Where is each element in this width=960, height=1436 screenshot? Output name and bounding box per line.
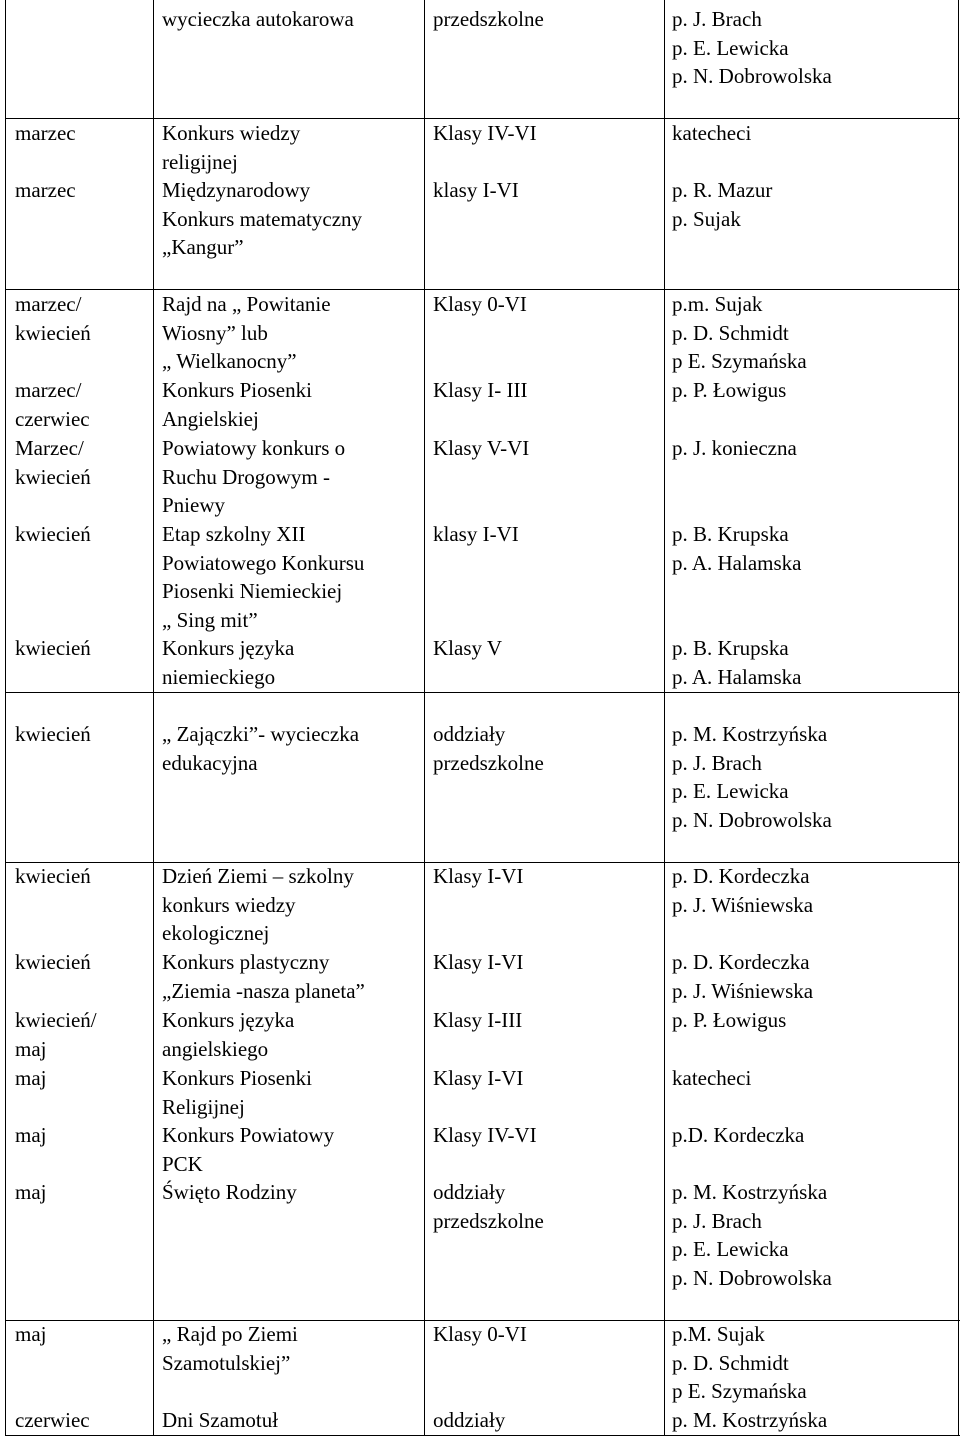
event-cell: Konkurs Powiatowy PCK [162,1123,335,1176]
classes-cell: Klasy I-VI [433,864,524,888]
event-cell: Konkurs wiedzy religijnej [162,121,301,174]
persons-cell: p. D. Kordeczka p. J. Wiśniewska [672,950,814,1003]
event-cell: wycieczka autokarowa [162,7,354,31]
month-cell: marzec [15,178,76,202]
classes-cell: oddziały [433,1408,506,1432]
classes-cell: Klasy I-VI [433,950,524,974]
event-cell: Dzień Ziemi – szkolny konkurs wiedzy ekologicznej [162,864,354,945]
persons-cell: p. M. Kostrzyńska [672,1408,828,1432]
classes-cell: przedszkolne [433,7,544,31]
persons-cell: p. M. Kostrzyńska p. J. Brach p. E. Lewicka p. N. Dobrowolska [672,1180,832,1290]
month-cell: kwiecień/ maj [15,1008,97,1061]
persons-cell: p.m. Sujak p. D. Schmidt p E. Szymańska [672,292,807,373]
classes-cell: klasy I-VI [433,178,519,202]
month-cell: kwiecień [15,950,91,974]
classes-cell: Klasy 0-VI [433,292,527,316]
event-cell: Dni Szamotuł [162,1408,279,1432]
persons-cell: p.D. Kordeczka [672,1123,805,1147]
column-divider [5,0,6,1436]
persons-cell: p. J. konieczna [672,436,797,460]
month-cell: czerwiec [15,1408,90,1432]
persons-cell: p.M. Sujak p. D. Schmidt p E. Szymańska [672,1322,807,1403]
classes-cell: Klasy IV-VI [433,1123,537,1147]
event-cell: „ Rajd po Ziemi Szamotulskiej” [162,1322,298,1375]
classes-cell: Klasy 0-VI [433,1322,527,1346]
classes-cell: oddziały przedszkolne [433,722,544,775]
persons-cell: p. R. Mazur p. Sujak [672,178,773,231]
month-cell: maj [15,1180,47,1204]
persons-cell: p. P. Łowigus [672,1008,787,1032]
classes-cell: Klasy I- III [433,378,528,402]
month-cell: marzec/ kwiecień [15,292,91,345]
event-cell: „ Zajączki”- wycieczka edukacyjna [162,722,360,775]
column-divider [958,0,959,1436]
persons-cell: p. M. Kostrzyńska p. J. Brach p. E. Lewicka p. N. Dobrowolska [672,722,832,832]
month-cell: marzec/ czerwiec [15,378,90,431]
event-cell: Konkurs języka niemieckiego [162,636,295,689]
persons-cell: p. J. Brach p. E. Lewicka p. N. Dobrowolska [672,7,832,88]
event-cell: Powiatowy konkurs o Ruchu Drogowym - Pniewy [162,436,346,517]
month-cell: kwiecień [15,522,91,546]
event-cell: Konkurs języka angielskiego [162,1008,295,1061]
month-cell: maj [15,1322,47,1346]
classes-cell: klasy I-VI [433,522,519,546]
classes-cell: Klasy I-VI [433,1066,524,1090]
event-cell: Konkurs Piosenki Angielskiej [162,378,312,431]
month-cell: marzec [15,121,76,145]
month-cell: kwiecień [15,722,91,746]
event-cell: Konkurs plastyczny „Ziemia -nasza planeta” [162,950,365,1003]
month-cell: maj [15,1123,47,1147]
column-divider [153,0,154,1436]
month-cell: maj [15,1066,47,1090]
event-cell: Etap szkolny XII Powiatowego Konkursu Piosenki Niemieckiej „ Sing mit” [162,522,365,632]
classes-cell: oddziały przedszkolne [433,1180,544,1233]
month-cell: kwiecień [15,636,91,660]
month-cell: kwiecień [15,864,91,888]
event-cell: Konkurs Piosenki Religijnej [162,1066,312,1119]
persons-cell: p. B. Krupska p. A. Halamska [672,522,802,575]
classes-cell: Klasy V [433,636,503,660]
persons-cell: katecheci [672,1066,752,1090]
column-divider [664,0,665,1436]
month-cell: Marzec/ kwiecień [15,436,91,489]
classes-cell: Klasy I-III [433,1008,523,1032]
event-cell: Międzynarodowy Konkurs matematyczny „Kangur” [162,178,363,259]
classes-cell: Klasy IV-VI [433,121,537,145]
event-cell: Święto Rodziny [162,1180,297,1204]
row-divider [5,692,960,693]
column-divider [424,0,425,1436]
persons-cell: p. B. Krupska p. A. Halamska [672,636,802,689]
classes-cell: Klasy V-VI [433,436,530,460]
persons-cell: p. P. Łowigus [672,378,787,402]
persons-cell: p. D. Kordeczka p. J. Wiśniewska [672,864,814,917]
event-cell: Rajd na „ Powitanie Wiosny” lub „ Wielkanocny” [162,292,331,373]
persons-cell: katecheci [672,121,752,145]
